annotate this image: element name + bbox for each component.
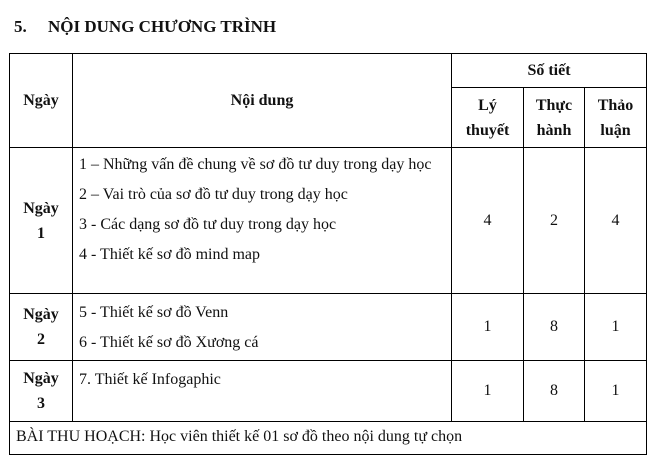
list-item: 7. Thiết kế Infogaphic — [79, 371, 221, 388]
header-content: Nội dung — [73, 54, 452, 148]
theory-value: 1 — [452, 361, 524, 422]
content-cell — [73, 148, 452, 294]
table-row — [10, 148, 647, 294]
table-row — [10, 294, 647, 361]
list-item: 2 – Vai trò của sơ đồ tư duy trong dạy học — [79, 186, 348, 203]
header-practice: Thực hành — [524, 88, 585, 148]
program-table — [9, 53, 647, 455]
table-row — [10, 361, 647, 422]
day-cell: Ngày 1 — [10, 148, 73, 294]
header-day: Ngày — [10, 54, 73, 148]
section-title: NỘI DUNG CHƯƠNG TRÌNH — [48, 17, 277, 36]
day-cell: Ngày 2 — [10, 294, 73, 361]
content-cell — [73, 361, 452, 422]
section-number: 5. — [14, 17, 27, 36]
practice-value: 8 — [524, 294, 585, 361]
day-cell: Ngày 3 — [10, 361, 73, 422]
list-item: 5 - Thiết kế sơ đồ Venn — [79, 304, 229, 321]
practice-value: 2 — [524, 148, 585, 294]
practice-value: 8 — [524, 361, 585, 422]
discussion-value: 4 — [585, 148, 647, 294]
list-item: 1 – Những vấn đề chung về sơ đồ tư duy trong dạy học — [79, 156, 432, 173]
header-theory: Lý thuyết — [452, 88, 524, 148]
list-item: 3 - Các dạng sơ đồ tư duy trong dạy học — [79, 216, 337, 233]
discussion-value: 1 — [585, 361, 647, 422]
list-item: 4 - Thiết kế sơ đồ mind map — [79, 246, 261, 263]
assignment-note: BÀI THU HOẠCH: Học viên thiết kế 01 sơ đồ theo nội dung tự chọn — [10, 422, 647, 455]
discussion-value: 1 — [585, 294, 647, 361]
section-heading — [14, 17, 276, 37]
list-item: 6 - Thiết kế sơ đồ Xương cá — [79, 334, 259, 351]
theory-value: 4 — [452, 148, 524, 294]
content-cell — [73, 294, 452, 361]
header-discussion: Thảo luận — [585, 88, 647, 148]
header-periods: Số tiết — [452, 54, 647, 88]
theory-value: 1 — [452, 294, 524, 361]
